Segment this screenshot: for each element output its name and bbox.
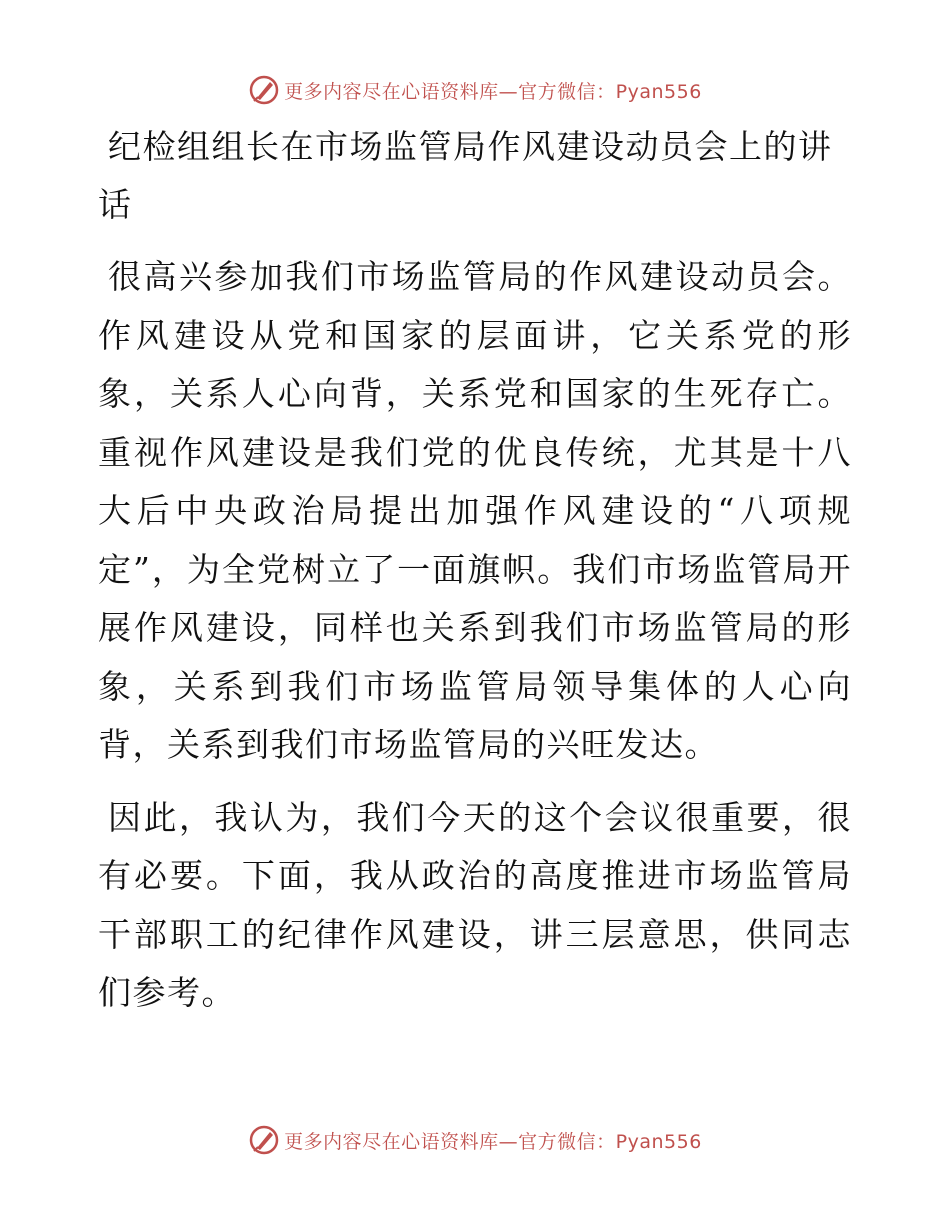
quill-pen-icon — [248, 1124, 280, 1156]
document-title: 纪检组组长在市场监管局作风建设动员会上的讲话 — [98, 127, 833, 224]
footer-watermark — [0, 1122, 950, 1158]
watermark-text: 更多内容尽在心语资料库—官方微信：Pyan556 — [284, 1130, 702, 1153]
document-body — [98, 118, 852, 1023]
quill-pen-icon — [248, 74, 280, 106]
watermark-text: 更多内容尽在心语资料库—官方微信：Pyan556 — [284, 80, 702, 103]
paragraph-1: 很高兴参加我们市场监管局的作风建设动员会。作风建设从党和国家的层面讲，它关系党的形象，关系人心向背，关系党和国家的生死存亡。重视作风建设是我们党的优良传统，尤其是十八大后中央政治局提出加强作风建设的“八项规定”，为全党树立了一面旗帜。我们市场监管局开展作风建设，同样也关系到我们市场监管局的形象，关系到我们市场监管局领导集体的人心向背，关系到我们市场监管局的兴旺发达。 — [98, 257, 852, 764]
paragraph-2: 因此，我认为，我们今天的这个会议很重要，很有必要。下面，我从政治的高度推进市场监管局干部职工的纪律作风建设，讲三层意思，供同志们参考。 — [98, 797, 852, 1012]
header-watermark — [0, 72, 950, 108]
